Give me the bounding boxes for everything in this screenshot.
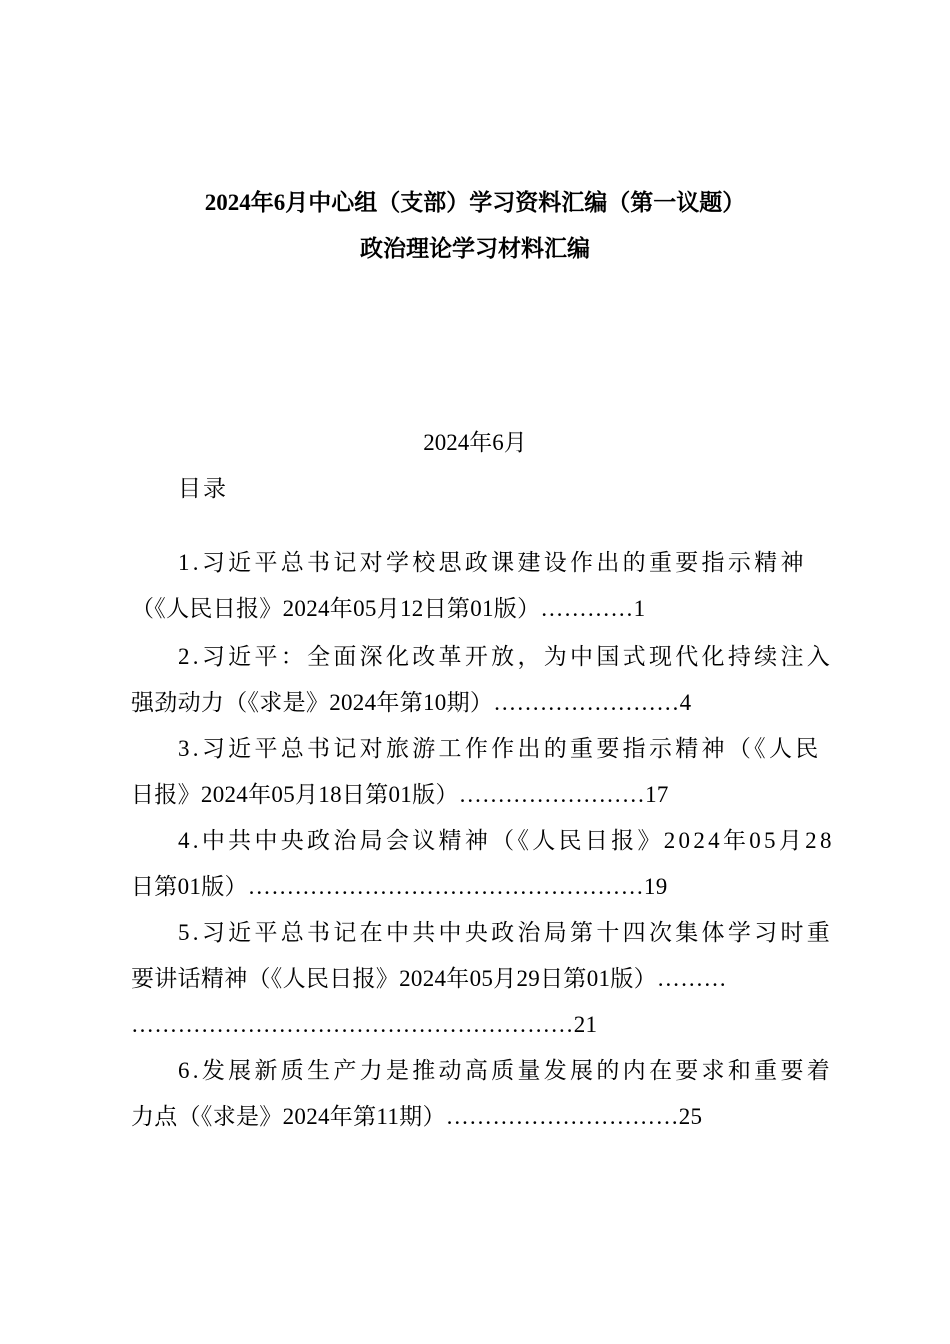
- toc-item-1-line-1: 1.习近平总书记对学校思政课建设作出的重要指示精神: [178, 550, 807, 575]
- toc-item-6-line-2: 力点（《求是》2024年第11期）…………………………25: [131, 1104, 703, 1129]
- toc-item-3-line-2: 日报》2024年05月18日第01版）……………………17: [131, 782, 669, 807]
- toc-item-2-line-2: 强劲动力（《求是》2024年第10期）……………………4: [131, 690, 692, 715]
- toc-heading: 目录: [178, 476, 228, 501]
- toc-item-2-line-1: 2.习近平：全面深化改革开放，为中国式现代化持续注入: [178, 644, 834, 669]
- document-subtitle: 政治理论学习材料汇编: [360, 236, 590, 261]
- toc-item-5-line-3: …………………………………………………21: [131, 1012, 598, 1037]
- toc-item-4-line-1: 4.中共中央政治局会议精神（《人民日报》2024年05月28: [178, 828, 835, 853]
- toc-item-5-line-1: 5.习近平总书记在中共中央政治局第十四次集体学习时重: [178, 920, 834, 945]
- document-title: 2024年6月中心组（支部）学习资料汇编（第一议题）: [204, 190, 746, 215]
- document-date: 2024年6月: [423, 430, 527, 455]
- toc-item-6-line-1: 6.发展新质生产力是推动高质量发展的内在要求和重要着: [178, 1058, 834, 1083]
- toc-item-4-line-2: 日第01版）……………………………………………19: [131, 874, 668, 899]
- toc-item-5-line-2: 要讲话精神（《人民日报》2024年05月29日第01版）………: [131, 966, 727, 991]
- toc-item-3-line-1: 3.习近平总书记对旅游工作作出的重要指示精神（《人民: [178, 736, 822, 761]
- toc-item-1-line-2: （《人民日报》2024年05月12日第01版）…………1: [131, 596, 646, 621]
